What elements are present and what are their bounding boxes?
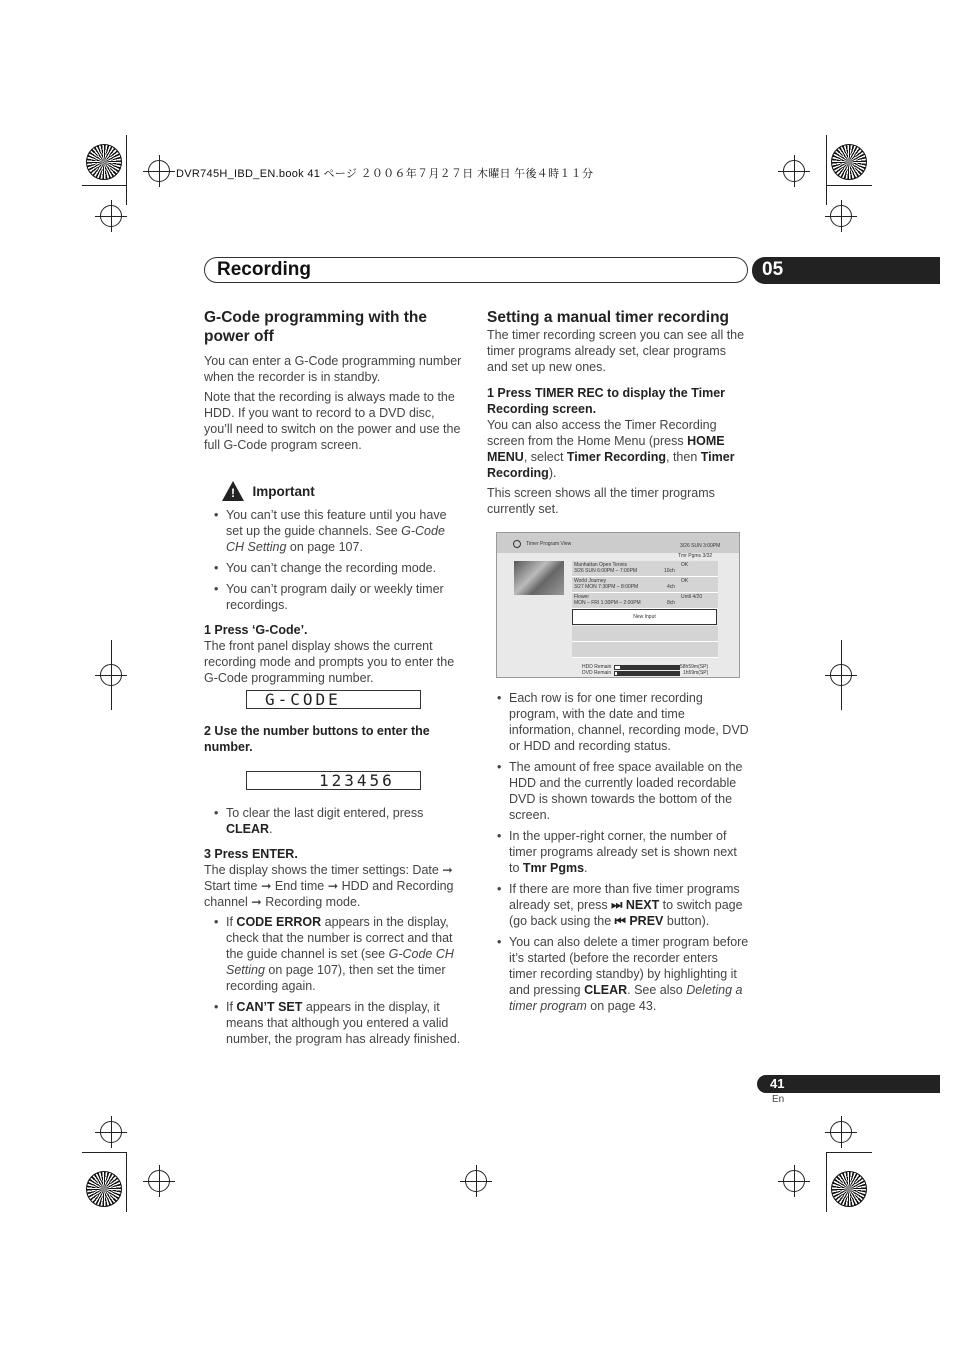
timer-row[interactable]: Manhattan Open Tennis 3/26 SUN 6:00PM – 7:00PM 10ch OK [572,561,718,577]
important-title: Important [252,483,315,499]
list-item: • You can’t use this feature until you have set up the guide channels. See G-Code CH Setting on page 107. [204,507,466,555]
section-heading: G-Code programming with the power off [204,309,428,345]
registration-target [465,1170,487,1192]
timer-program-screen [496,532,740,678]
list-item: • Each row is for one timer recording program, with the date and time information, channel, recording mode, DVD or HDD and recording status. [487,690,749,754]
display-text: 123456 [319,771,395,790]
registration-starburst-top-left [86,144,122,180]
left-column [204,308,466,686]
list-item: • If there are more than five timer programs already set, press ⏭ NEXT to switch page (go back using the ⏮ PREV button). [487,881,749,929]
front-panel-display [246,690,421,709]
file-info: DVR745H_IBD_EN.book 41 ページ ２００６年７月２７日 木曜日 午後４時１１分 [176,168,594,180]
registration-starburst-bottom-left [86,1171,122,1207]
dvd-remain-bar [614,671,680,676]
list-item: • You can also delete a timer program before it’s started (before the recorder enters timer recording standby) by highlighting it and pressing CLEAR. See also Deleting a timer program on page 43. [487,934,749,1014]
timer-row[interactable]: World Journey 3/27 MON 7:30PM – 8:00PM 4ch OK [572,577,718,593]
list-item: • You can’t change the recording mode. [204,560,466,576]
paragraph: The front panel display shows the current recording mode and prompts you to enter the G-Code programming number. [204,639,455,685]
registration-target [830,205,852,227]
paragraph: You can also access the Timer Recording screen from the Home Menu (press HOME MENU, select Timer Recording, then Timer Recording). [487,418,735,480]
list-item: • The amount of free space available on the HDD and the currently loaded recordable DVD is shown towards the bottom of the screen. [487,759,749,823]
paragraph: The display shows the timer settings: Date ➞ Start time ➞ End time ➞ HDD and Recording channel ➞ Recording mode. [204,863,454,909]
registration-target [100,1121,122,1143]
chapter-header [204,257,748,283]
hdd-remain-time: 58h59m(SP) [680,664,709,670]
list-item: • If CODE ERROR appears in the display, check that the number is correct and that the guide channel is set (see G-Code CH Setting on page 107), then set the timer recording again. [204,914,466,994]
screen-title-bar [497,533,739,553]
paragraph: You can enter a G-Code programming number when the recorder is in standby. [204,354,462,384]
screen-datetime: 3/26 SUN 3:00PM [680,543,721,549]
page-number-tab [757,1075,940,1093]
screen-title: Timer Program View [526,541,572,547]
chapter-title: Recording [217,259,311,280]
right-column [487,308,749,517]
warning-icon [222,481,244,501]
list-item: • To clear the last digit entered, press CLEAR. [204,805,466,837]
right-column-bullets [487,690,749,1014]
timer-row[interactable]: Flower MON – FRI 1:30PM – 2:00PM 8ch Until 4/20 [572,593,718,609]
list-item: • In the upper-right corner, the number of timer programs already set is shown next to Tmr Pgms. [487,828,749,876]
dvd-remain-time: 1h59m(SP) [683,670,709,676]
step-heading: 1 Press TIMER REC to display the Timer Recording screen. [487,386,726,416]
left-column-step2 [204,723,466,755]
important-box [222,481,466,501]
empty-row [572,626,718,642]
left-column-step3 [204,805,466,1047]
language-code: En [772,1094,785,1105]
registration-target [148,160,170,182]
registration-target [783,1170,805,1192]
registration-starburst-bottom-right [831,1171,867,1207]
paragraph: The timer recording screen you can see all the timer programs already set, clear programs and set up new ones. [487,328,745,374]
chapter-number: 05 [762,259,784,280]
paragraph: This screen shows all the timer programs currently set. [487,486,715,516]
display-text: G-CODE [265,690,341,709]
front-panel-display [246,771,421,790]
list-item: • You can’t program daily or weekly timer recordings. [204,581,466,613]
step-heading: 1 Press ‘G-Code’. [204,623,308,637]
section-heading: Setting a manual timer recording [487,309,730,326]
list-item: • If CAN’T SET appears in the display, it means that although you entered a valid number, the program has already finished. [204,999,466,1047]
preview-thumbnail [514,561,564,595]
registration-target [100,205,122,227]
dvd-remain-label: DVD Remain [582,670,612,676]
paragraph: Note that the recording is always made to the HDD. If you want to record to a DVD disc, you’ll need to switch on the power and use the full G-Code program screen. [204,390,461,452]
empty-row [572,642,718,658]
registration-target [148,1170,170,1192]
page-number: 41 [770,1076,785,1091]
registration-target [830,1121,852,1143]
hdd-remain-label: HDD Remain [582,664,612,670]
new-input-button[interactable]: New Input [572,609,717,625]
timer-program-count: Tmr Pgms 3/32 [678,553,713,559]
step-heading: 2 Use the number buttons to enter the number. [204,724,430,754]
registration-target [783,160,805,182]
registration-starburst-top-right [831,144,867,180]
step-heading: 3 Press ENTER. [204,847,298,861]
chapter-number-tab [752,257,940,284]
clock-icon [513,540,521,548]
hdd-remain-bar [614,665,680,670]
